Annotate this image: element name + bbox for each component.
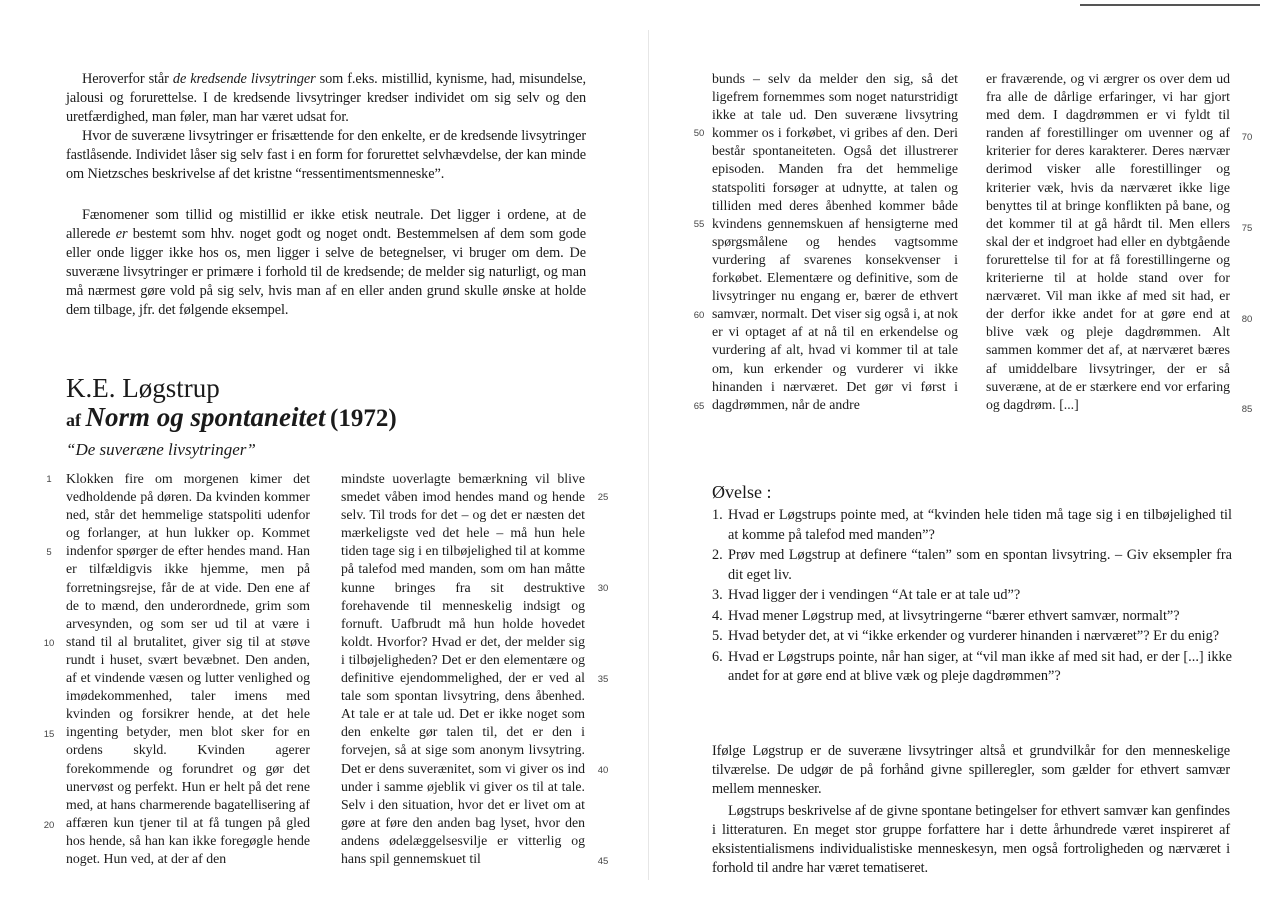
line-number: 25	[597, 492, 609, 503]
work-title: af Norm og spontaneitet (1972)	[66, 402, 397, 432]
line-number: 35	[597, 674, 609, 685]
exercise-item: 1. Hvad er Løgstrups pointe med, at “kvinden hele tiden må tage sig i en tilbøjelighed til at komme på talefod med manden”?	[712, 507, 1232, 543]
line-number: 45	[597, 856, 609, 867]
intro-paragraph-2: Hvor de suveræne livsytringer er frisættende for den enkelte, er de kredsende livsytringer fastlåsende. Individet låser sig selv fast i en form for forurettet selvhævdelse, der kan minde om Nietzsches beskrivelse af det kristne “ressentimentsmenneske”.	[66, 128, 586, 183]
excerpt-column-4	[986, 70, 1230, 414]
excerpt-subtitle: “De suveræne livsytringer”	[66, 440, 256, 459]
work-title-italic: Norm og spontaneitet	[85, 402, 326, 432]
exercise-item: 6. Hvad er Løgstrups pointe, når han siger, at “vil man ikke af med sit had, er der [...] ikke andet for at gøre end at blive væk og pleje dagdrømmen”?	[712, 648, 1232, 685]
exercise-list	[712, 506, 1232, 688]
exercise-item: 4. Hvad mener Løgstrup med, at livsytringerne “bærer ethvert samvær, normalt”?	[712, 607, 1180, 624]
intro-paragraph-1: Heroverfor står de kredsende livsytringer som f.eks. mistillid, kynisme, had, misundelse, jalousi og forurettelse. I de kredsende livsytringer kredser individet om sig selv og den uretfærdighed, man føler, man har været udsat for.	[66, 71, 587, 126]
exercise-item: 5. Hvad betyder det, at vi “ikke erkender og vurderer hinanden i nærværet”? Er du enig?	[712, 628, 1220, 645]
exercise-heading: Øvelse :	[712, 482, 772, 502]
line-number: 60	[693, 310, 705, 321]
intro-paragraph-3: Fænomener som tillid og mistillid er ikke etisk neutrale. Det ligger i ordene, at de allerede er bestemt som hhv. noget godt og noget ondt. Bestemmelsen af dem som gode eller onde ligger ikke hos os, men ligger i selve de betegnelser, vi bruger om dem. De suveræne livsytringer er primære i forhold til de kredsende; de melder sig naturligt, og man må nærmest gøre vold på sig selv, hvis man af en eller anden grund skulle ønske at holde dem tilbage, jfr. det følgende eksempel.	[66, 207, 586, 319]
scan-edge-line	[1080, 4, 1260, 6]
line-number: 50	[693, 128, 705, 139]
excerpt-text-col3: bunds – selv da melder den sig, så det ligefrem fornemmes som noget naturstridigt ikke at tale ud. Den suveræne livsytring kommer os i forkøbet, vi gribes af den. Deri består spontaneiteten. Også det illustrerer episoden. Manden fra det hemmelige statspoliti forsøger at udnytte, at talen og tilliden med deres åbenhed kommer både kvindens gennemskuen af hensigterne med spørgsmålene og hendes vagtsomme vurdering af svarenes konsekvenser i forkøbet. Elementære og definitive, som de livsytringer nu engang er, bærer de ethvert samvær, normalt. Det viser sig også i, at nok er vi optaget af at nå til en erkendelse og vurdering af alt, hvad vi kommer til at tale om, kun erkender og vurderer vi ikke hinanden i nærværet. Det gør vi først i dagdrømmen, når de andre	[712, 71, 958, 412]
closing-paragraph-2: Løgstrups beskrivelse af de givne spontane betingelser for ethvert samvær kan genfindes i litteraturen. En meget stor gruppe forfattere har i dette århundrede været inspireret af eksistentialismens individualistiske menneskesyn, men også fortroligheden og nærværet i forhold til andre har været tematiseret.	[712, 803, 1230, 877]
line-number: 1	[46, 474, 52, 485]
excerpt-column-3	[712, 70, 958, 414]
excerpt-column-2	[341, 470, 585, 868]
line-number: 20	[43, 820, 55, 831]
excerpt-column-1	[66, 470, 310, 868]
line-number: 10	[43, 638, 55, 649]
line-number: 15	[43, 729, 55, 740]
excerpt-text-col1: Klokken fire om morgenen kimer det vedholdende på døren. Da kvinden kommer ned, står det hemmelige statspoliti udenfor og forlanger, at hun lukker op. Kommet indenfor spørger de efter hendes mand. Han er tilfældigvis ikke hjemme, men på forretningsrejse, får de at vide. Den ene af de to mænd, den underordnede, grim som arvesynden, og som ser ud til at være i stand til al brutalitet, giver sig til at støve rundt i huset, svært bevæbnet. Den anden, af et vindende væsen og lutter venlighed og imødekommenhed, taler imens med kvinden og forsikrer hende, at det hele ingenting betyder, men blot sker for en ordens skyld. Kvinden agerer forekommende og forundret og gør det unervøst og perfekt. Hun er helt på det rene med, at hans charmerende bagatellisering af affæren kun tjener til at få tungen på gled hos hende, så han kan ikke foregøgle hende noget. Hun ved, at der af den	[66, 471, 310, 866]
emphasis-kredsende: de kredsende livsytringer	[172, 71, 316, 87]
author-heading: K.E. Løgstrup	[66, 373, 220, 403]
line-number: 55	[693, 219, 705, 230]
exercise-item: 2. Prøv med Løgstrup at definere “talen” som en spontan livsytring. – Giv eksempler fra dit eget liv.	[712, 547, 1232, 583]
page-gutter	[648, 30, 649, 880]
exercise-item: 3. Hvad ligger der i vendingen “At tale er at tale ud”?	[712, 587, 1021, 604]
line-number: 75	[1241, 223, 1253, 234]
line-number: 65	[693, 401, 705, 412]
excerpt-text-col2: mindste uoverlagte bemærkning vil blive smedet våben imod hendes mand og hende selv. Til trods for det – og det er næsten det mærkeligste ved det hele – må hun hele tiden tage sig i en tilbøjelighed til at komme på talefod med manden, som om han måtte kunne bringes fra sit destruktive forehavende til menneskelig indsigt og fornuft. Uafbrudt må hun holde hovedet koldt. Hvorfor? Hvad er det, der melder sig i tilbøjeligheden? Det er den elementære og definitive ejendommelighed, der er ved al tale som spontan livsytring, dens åbenhed. At tale er at tale ud. Det er ikke noget som den enkelte gør talen til, det er den i forvejen, så at sige som anonym livsytring. Det er dens suverænitet, som vi giver os ind under i samme øjeblik vi giver os til at tale. Selv i den situation, hvor det er livet om at gøre at føre den anden bag lyset, hvor den andens ødelæggelsesvilje er vitterlig og hans spil gennemskuet til	[341, 471, 585, 866]
line-number: 80	[1241, 314, 1253, 325]
work-year: (1972)	[330, 405, 397, 432]
line-number: 5	[46, 547, 52, 558]
line-number: 40	[597, 765, 609, 776]
emphasis-er: er	[115, 226, 128, 243]
closing-paragraph-1: Ifølge Løgstrup er de suveræne livsytringer altså et grundvilkår for den menneskelige tilværelse. De udgør de på forhånd givne spilleregler, som gælder for ethvert samvær mellem mennesker.	[712, 743, 1230, 798]
line-number: 30	[597, 583, 609, 594]
excerpt-text-col4: er fraværende, og vi ærgrer os over dem ud fra alle de dårlige erfaringer, vi har gjort med dem. I dagdrømmen er vi fyldt til randen af forestillinger om uvenner og af kriterier for deres karakterer. Deres nærvær derimod visker alle forestillinger og kriterier væk, hvis da nærværet ikke lige benyttes til at bringe konflikten på bane, og det kommer til at gå hårdt til. Men ellers skal der et indgroet had eller en dybtgående forurettelse til for at få forestillingerne og kriterierne til at holde stand over for nærværet. Vil man ikke af med sit had, er der derfor ikke andet for at gøre end at blive væk og pleje dagdrømmen. Alt sammen kommer det af, at nærværet bæres af umiddelbare livsytringer, der er så suveræne, at de er stærkere end vor erfaring og dagdrøm. [...]	[986, 71, 1230, 412]
line-number: 70	[1241, 132, 1253, 143]
line-number: 85	[1241, 404, 1253, 415]
